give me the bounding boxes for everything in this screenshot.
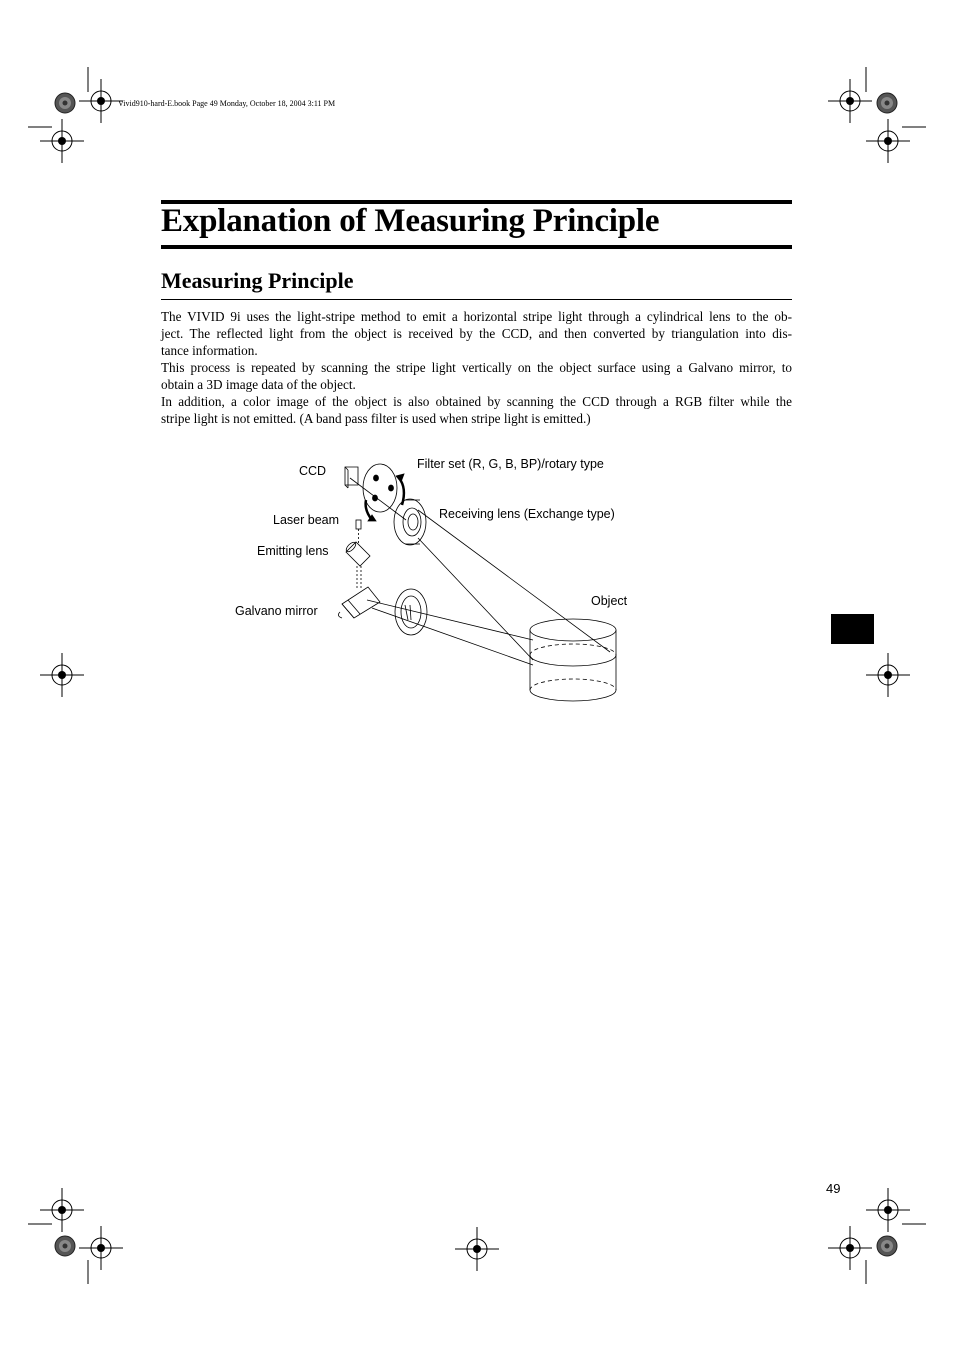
body-line: In addition, a color image of the object is also obtained by scanning the CCD through a RGB filter while the xyxy=(161,394,792,409)
page-number: 49 xyxy=(826,1181,841,1196)
cylindrical-lens xyxy=(395,589,427,635)
label-ccd: CCD xyxy=(299,464,327,478)
body-line: obtain a 3D image data of the object. xyxy=(161,377,356,392)
label-emitting-lens: Emitting lens xyxy=(257,544,329,558)
label-laser-beam: Laser beam xyxy=(273,513,340,527)
label-object: Object xyxy=(591,594,628,608)
body-line: ject. The reflected light from the object is received by the CCD, and then converted by triangulation into dis- xyxy=(161,326,792,341)
print-header: Vivid910-hard-E.book Page 49 Monday, October 18, 2004 3:11 PM xyxy=(118,99,336,108)
body-line: stripe light is not emitted. (A band pass filter is used when stripe light is emitted.) xyxy=(161,411,591,426)
label-galvano-mirror: Galvano mirror xyxy=(235,604,318,618)
emitting-lens xyxy=(345,541,370,590)
laser-emitter xyxy=(356,520,361,545)
receiving-lens xyxy=(394,499,426,545)
chapter-tab xyxy=(831,614,874,644)
ccd-sensor xyxy=(345,467,358,488)
body-line: tance information. xyxy=(161,343,258,358)
label-receiving-lens: Receiving lens (Exchange type) xyxy=(439,507,615,521)
object-cylinder xyxy=(530,619,616,701)
galvano-mirror xyxy=(338,587,380,618)
label-filter-set: Filter set (R, G, B, BP)/rotary type xyxy=(417,457,604,471)
section-heading: Measuring Principle xyxy=(161,268,354,293)
page-title: Explanation of Measuring Principle xyxy=(161,203,660,239)
body-line: This process is repeated by scanning the stripe light vertically on the object surface using a Galvano mirror, to xyxy=(161,360,792,375)
body-line: The VIVID 9i uses the light-stripe method to emit a horizontal stripe light through a cylindrical lens to the ob- xyxy=(161,309,792,324)
